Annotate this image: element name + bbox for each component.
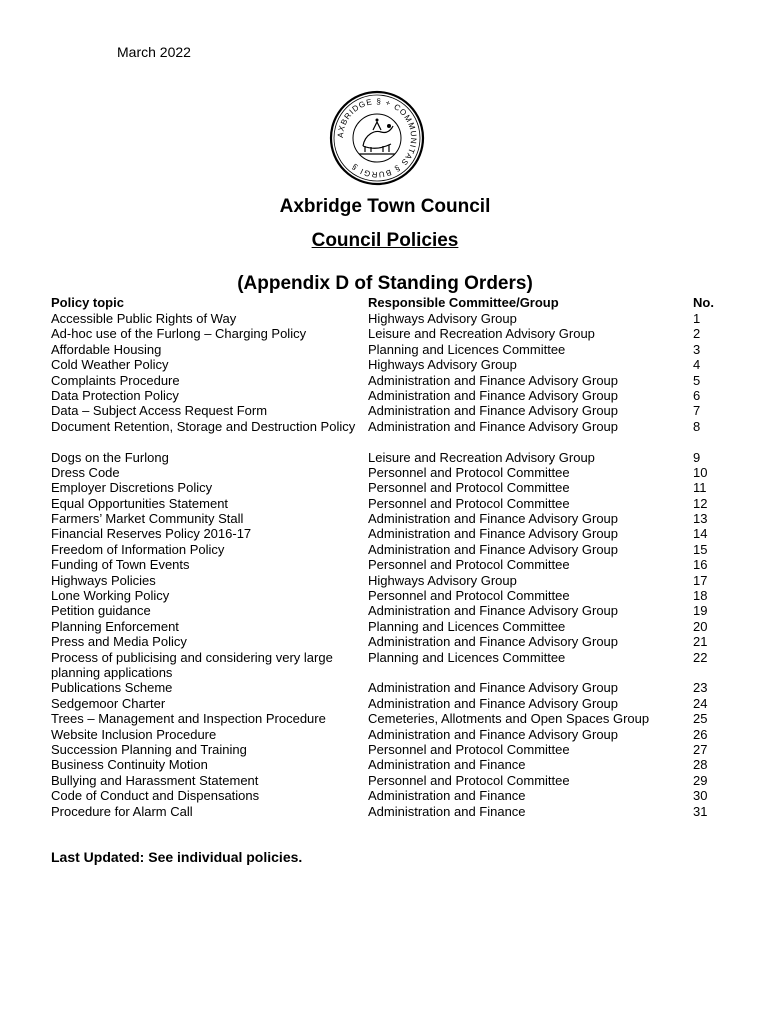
table-row <box>0 573 770 588</box>
town-seal-icon <box>329 90 425 186</box>
table-row <box>0 588 770 603</box>
responsible-committee: Personnel and Protocol Committee <box>368 495 570 511</box>
table-row <box>0 788 770 803</box>
responsible-committee: Administration and Finance Advisory Group <box>368 526 619 542</box>
responsible-committee: Highways Advisory Group <box>368 357 517 373</box>
policy-topic: Freedom of Information Policy <box>51 541 225 557</box>
policy-topic: Funding of Town Events <box>51 557 190 573</box>
responsible-committee: Personnel and Protocol Committee <box>368 741 570 757</box>
table-row <box>0 542 770 557</box>
responsible-committee: Administration and Finance Advisory Group <box>368 387 619 403</box>
policy-topic: Highways Policies <box>51 572 156 588</box>
responsible-committee: Cemeteries, Allotments and Open Spaces Group <box>368 711 650 727</box>
responsible-committee: Administration and Finance Advisory Group <box>368 634 619 650</box>
policy-topic: Affordable Housing <box>51 341 162 357</box>
policy-number: 18 <box>693 588 708 604</box>
policy-topic: Planning Enforcement <box>51 618 179 634</box>
responsible-committee: Administration and Finance Advisory Group <box>368 372 619 388</box>
policy-number: 20 <box>693 618 708 634</box>
responsible-committee: Administration and Finance Advisory Group <box>368 603 619 619</box>
responsible-committee: Leisure and Recreation Advisory Group <box>368 449 595 465</box>
policy-number: 12 <box>693 495 708 511</box>
policy-topic: Trees – Management and Inspection Procedure <box>51 711 326 727</box>
table-row <box>0 526 770 541</box>
responsible-committee: Administration and Finance Advisory Group <box>368 403 619 419</box>
responsible-committee: Planning and Licences Committee <box>368 618 566 634</box>
policy-topic: Code of Conduct and Dispensations <box>51 788 260 804</box>
responsible-committee: Administration and Finance <box>368 757 526 773</box>
policy-topic: Sedgemoor Charter <box>51 695 166 711</box>
policy-topic: Process of publicising and considering very large planning applications <box>51 649 333 681</box>
policy-topic: Equal Opportunities Statement <box>51 495 229 511</box>
responsible-committee: Administration and Finance Advisory Group <box>368 418 619 434</box>
policy-number: 9 <box>693 449 701 465</box>
table-row <box>0 773 770 788</box>
responsible-committee: Leisure and Recreation Advisory Group <box>368 326 595 342</box>
policy-number: 30 <box>693 788 708 804</box>
policy-number: 14 <box>693 526 708 542</box>
responsible-committee: Highways Advisory Group <box>368 311 517 326</box>
table-row <box>0 357 770 372</box>
table-row <box>0 696 770 711</box>
table-row <box>0 650 770 681</box>
policy-number: 19 <box>693 603 708 619</box>
policy-number: 6 <box>693 387 701 403</box>
policy-number: 10 <box>693 464 708 480</box>
policy-number: 15 <box>693 541 708 557</box>
policy-number: 16 <box>693 557 708 573</box>
policy-number: 29 <box>693 772 708 788</box>
policy-number: 23 <box>693 680 708 696</box>
responsible-committee: Personnel and Protocol Committee <box>368 464 570 480</box>
table-row <box>0 680 770 695</box>
policy-topic: Business Continuity Motion <box>51 757 208 773</box>
policy-number: 1 <box>693 311 701 326</box>
policy-number: 13 <box>693 511 708 527</box>
policy-topic: Data Protection Policy <box>51 387 179 403</box>
table-row <box>0 388 770 403</box>
policy-number: 17 <box>693 572 708 588</box>
responsible-committee: Administration and Finance Advisory Group <box>368 511 619 527</box>
responsible-committee: Personnel and Protocol Committee <box>368 557 570 573</box>
table-row <box>0 511 770 526</box>
appendix-heading: (Appendix D of Standing Orders) <box>237 273 533 294</box>
table-row <box>0 403 770 418</box>
responsible-committee: Administration and Finance <box>368 788 526 804</box>
responsible-committee: Administration and Finance Advisory Group <box>368 695 619 711</box>
policy-topic: Dogs on the Furlong <box>51 449 169 465</box>
date-label: March 2022 <box>117 44 191 60</box>
policy-number: 21 <box>693 634 708 650</box>
council-title: Axbridge Town Council <box>279 196 491 217</box>
table-row <box>0 419 770 450</box>
policy-number: 7 <box>693 403 701 419</box>
table-row <box>0 496 770 511</box>
policy-topic: Ad-hoc use of the Furlong – Charging Policy <box>51 326 307 342</box>
header-number: No. <box>693 295 714 310</box>
policy-topic: Document Retention, Storage and Destruction Policy <box>51 418 356 434</box>
policy-number: 31 <box>693 803 708 819</box>
policy-topic: Dress Code <box>51 464 120 480</box>
header-policy-topic: Policy topic <box>51 295 124 310</box>
policy-number: 28 <box>693 757 708 773</box>
responsible-committee: Administration and Finance Advisory Group <box>368 680 619 696</box>
policy-number: 25 <box>693 711 708 727</box>
table-row <box>0 742 770 757</box>
table-row <box>0 342 770 357</box>
policy-topic: Cold Weather Policy <box>51 357 169 373</box>
policies-subtitle: Council Policies <box>311 230 459 251</box>
policy-number: 4 <box>693 357 701 373</box>
policy-number: 24 <box>693 695 708 711</box>
responsible-committee: Administration and Finance <box>368 803 526 819</box>
policy-topic: Farmers’ Market Community Stall <box>51 511 244 527</box>
policy-topic: Bullying and Harassment Statement <box>51 772 259 788</box>
policy-topic: Financial Reserves Policy 2016-17 <box>51 526 252 542</box>
table-row <box>0 634 770 649</box>
table-row <box>0 711 770 726</box>
table-row <box>0 757 770 772</box>
responsible-committee: Highways Advisory Group <box>368 572 517 588</box>
table-row <box>0 450 770 465</box>
responsible-committee: Personnel and Protocol Committee <box>368 480 570 496</box>
policy-number: 11 <box>693 480 707 496</box>
policy-topic: Succession Planning and Training <box>51 741 247 757</box>
policy-topic: Lone Working Policy <box>51 588 170 604</box>
policy-number: 2 <box>693 326 701 342</box>
svg-text:AXBRIDGE § + COMMUNITAS § BURG: AXBRIDGE § + COMMUNITAS § BURGI § <box>335 96 419 180</box>
policy-topic: Employer Discretions Policy <box>51 480 213 496</box>
policy-number: 8 <box>693 418 701 434</box>
header-committee: Responsible Committee/Group <box>368 295 559 310</box>
policy-topic: Website Inclusion Procedure <box>51 726 217 742</box>
last-updated-note: Last Updated: See individual policies. <box>51 849 303 865</box>
policy-topic: Press and Media Policy <box>51 634 187 650</box>
policy-number: 22 <box>693 649 708 665</box>
policy-topic: Accessible Public Rights of Way <box>51 311 237 326</box>
policy-topic: Petition guidance <box>51 603 151 619</box>
responsible-committee: Personnel and Protocol Committee <box>368 772 570 788</box>
policy-topic: Procedure for Alarm Call <box>51 803 193 819</box>
table-row <box>0 480 770 495</box>
table-row <box>0 311 770 326</box>
policy-table <box>0 311 770 819</box>
table-row <box>0 373 770 388</box>
policy-number: 27 <box>693 741 708 757</box>
table-row <box>0 804 770 819</box>
policy-number: 26 <box>693 726 708 742</box>
table-row <box>0 465 770 480</box>
responsible-committee: Planning and Licences Committee <box>368 341 566 357</box>
policy-topic: Data – Subject Access Request Form <box>51 403 268 419</box>
table-row <box>0 619 770 634</box>
responsible-committee: Administration and Finance Advisory Group <box>368 726 619 742</box>
policy-number: 3 <box>693 341 701 357</box>
table-row <box>0 557 770 572</box>
table-row <box>0 603 770 618</box>
table-row <box>0 727 770 742</box>
policy-topic: Complaints Procedure <box>51 372 180 388</box>
policy-number: 5 <box>693 372 701 388</box>
responsible-committee: Planning and Licences Committee <box>368 649 566 665</box>
policy-topic: Publications Scheme <box>51 680 173 696</box>
table-row <box>0 326 770 341</box>
responsible-committee: Administration and Finance Advisory Group <box>368 541 619 557</box>
responsible-committee: Personnel and Protocol Committee <box>368 588 570 604</box>
